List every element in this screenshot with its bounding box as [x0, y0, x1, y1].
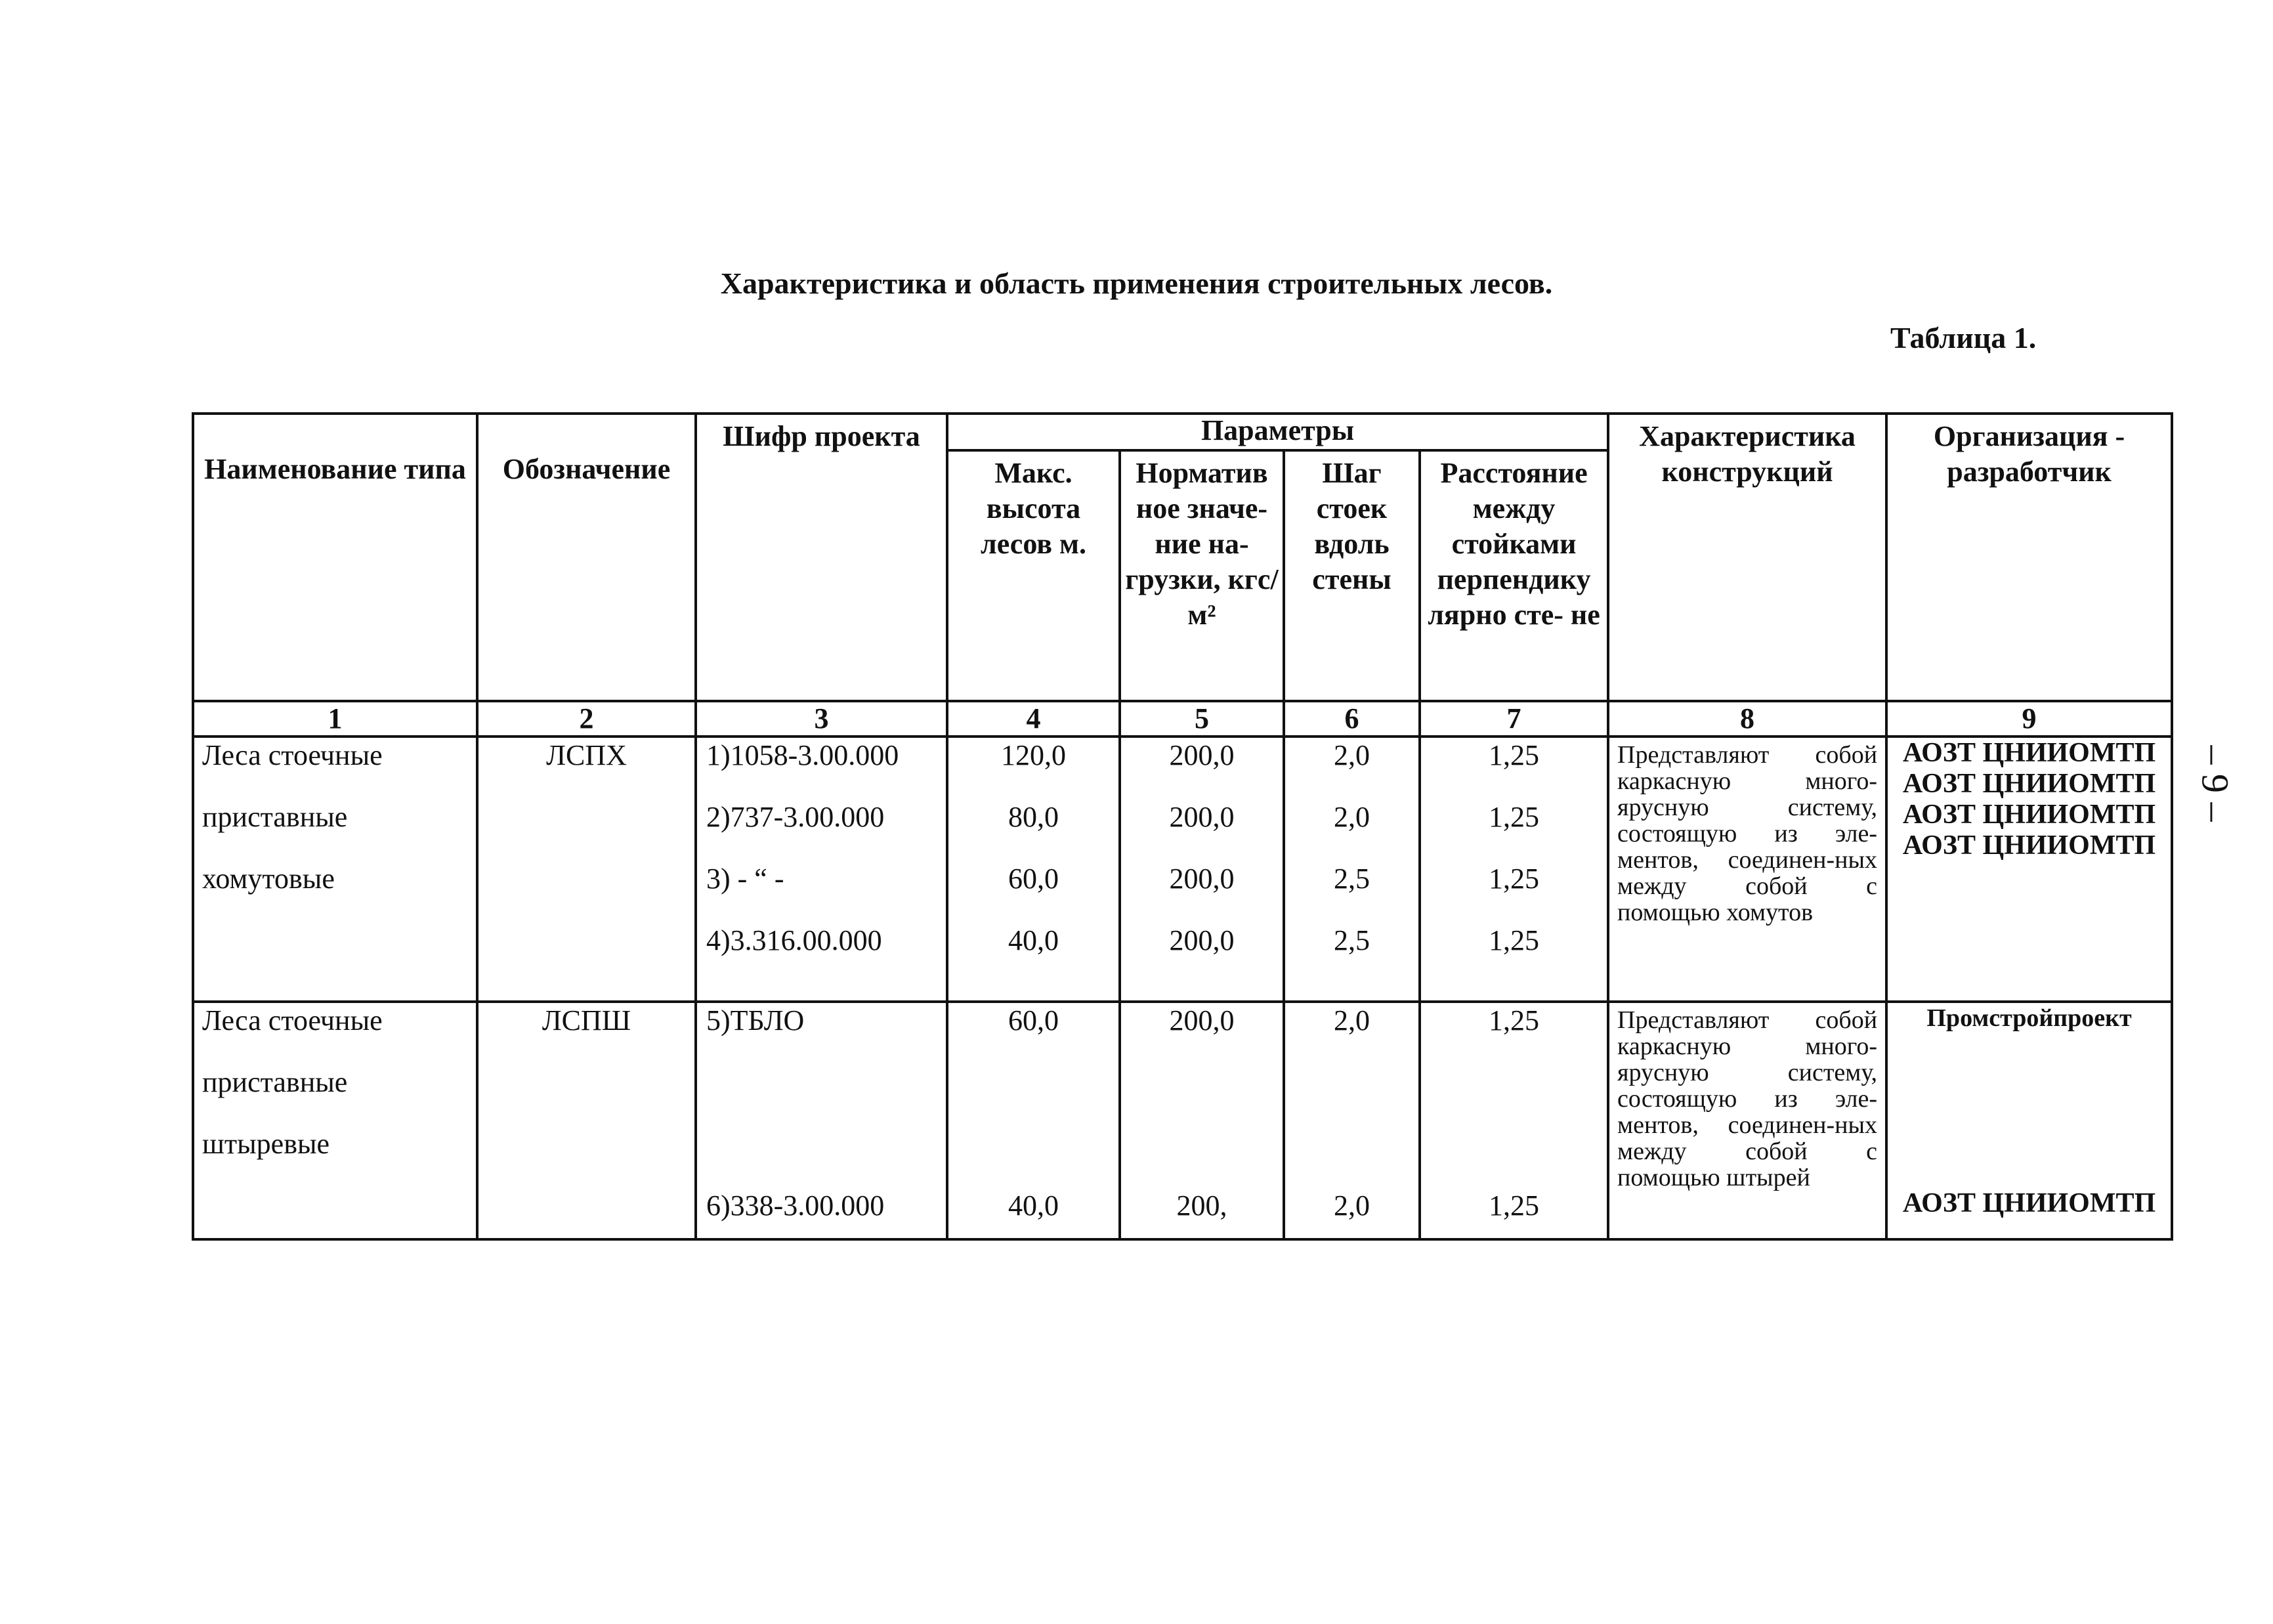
- construction-description: Представляют собой каркасную много-ярусную систему, состоящую из эле-ментов, соединен-ных между собой с помощью штырей: [1608, 1002, 1886, 1239]
- post-step-cell: [1284, 1002, 1420, 1239]
- developer-org: АОЗТ ЦНИИОМТП: [1902, 830, 2156, 861]
- post-step-value: 2,0: [1334, 1004, 1370, 1037]
- table-row: [193, 1002, 2172, 1239]
- type-name-line: Леса стоечные: [202, 1004, 383, 1037]
- header-post-distance: Расстояние между стойками перпендику лярно сте- не: [1420, 450, 1608, 701]
- column-number: 3: [696, 701, 947, 737]
- max-height-value: 40,0: [1008, 924, 1059, 956]
- header-max-height: Макс. высота лесов м.: [947, 450, 1120, 701]
- post-step-value: 2,5: [1334, 924, 1370, 956]
- scaffolding-table: [192, 412, 2173, 1241]
- load-cell: [1120, 737, 1284, 1002]
- project-code: 6)338-3.00.000: [706, 1189, 885, 1222]
- header-load: Норматив ное значе- ние на- грузки, кгс/м²: [1120, 450, 1284, 701]
- designation-cell: ЛСПШ: [477, 1002, 696, 1239]
- column-number: 2: [477, 701, 696, 737]
- load-cell: [1120, 1002, 1284, 1239]
- header-type-name: Наименование типа: [193, 414, 477, 701]
- project-code-cell: [696, 737, 947, 1002]
- column-number: 6: [1284, 701, 1420, 737]
- post-distance-value: 1,25: [1489, 1004, 1540, 1037]
- type-name-line: Леса стоечные: [202, 739, 383, 771]
- max-height-value: 40,0: [1008, 1189, 1059, 1222]
- load-value: 200,0: [1169, 801, 1235, 833]
- post-step-value: 2,5: [1334, 863, 1370, 895]
- post-step-value: 2,0: [1334, 1189, 1370, 1222]
- developer-org: Промстройпроект: [1926, 1004, 2132, 1033]
- max-height-value: 120,0: [1001, 739, 1066, 771]
- load-value: 200,0: [1169, 1004, 1235, 1037]
- post-distance-value: 1,25: [1489, 1189, 1540, 1222]
- project-code: 3) - “ -: [706, 863, 784, 895]
- table-row: [193, 737, 2172, 1002]
- post-distance-value: 1,25: [1489, 739, 1540, 771]
- type-name-line: приставные: [202, 801, 348, 833]
- post-distance-cell: [1420, 737, 1608, 1002]
- table-label: Таблица 1.: [1890, 321, 2037, 354]
- developer-org: АОЗТ ЦНИИОМТП: [1902, 800, 2156, 830]
- type-name-line: хомутовые: [202, 863, 335, 895]
- max-height-value: 60,0: [1008, 1004, 1059, 1037]
- project-code: 2)737-3.00.000: [706, 801, 885, 833]
- column-number: 8: [1608, 701, 1886, 737]
- column-number: 5: [1120, 701, 1284, 737]
- post-step-cell: [1284, 737, 1420, 1002]
- type-name-line: штыревые: [202, 1128, 330, 1161]
- header-developer: Организация - разработчик: [1886, 414, 2172, 701]
- max-height-cell: [947, 737, 1120, 1002]
- page-number: – 9 –: [2194, 745, 2237, 822]
- construction-description: Представляют собой каркасную много-ярусную систему, состоящую из эле-ментов, соединен-ных между собой с помощью хомутов: [1608, 737, 1886, 1002]
- post-step-value: 2,0: [1334, 739, 1370, 771]
- document-title: Характеристика и область применения строительных лесов.: [720, 267, 1553, 300]
- developer-org: АОЗТ ЦНИИОМТП: [1902, 769, 2156, 799]
- project-code: 1)1058-3.00.000: [706, 739, 899, 771]
- developer-org: АОЗТ ЦНИИОМТП: [1902, 738, 2156, 768]
- type-name-cell: [193, 1002, 477, 1239]
- header-parameters: Параметры: [947, 414, 1608, 450]
- column-number: 4: [947, 701, 1120, 737]
- post-distance-value: 1,25: [1489, 801, 1540, 833]
- post-distance-cell: [1420, 1002, 1608, 1239]
- post-step-value: 2,0: [1334, 801, 1370, 833]
- developer-cell: [1886, 737, 2172, 1002]
- type-name-line: приставные: [202, 1066, 348, 1099]
- header-project-code: Шифр проекта: [696, 414, 947, 701]
- max-height-value: 60,0: [1008, 863, 1059, 895]
- header-designation: Обозначение: [477, 414, 696, 701]
- load-value: 200,0: [1169, 739, 1235, 771]
- column-number: 9: [1886, 701, 2172, 737]
- post-distance-value: 1,25: [1489, 863, 1540, 895]
- designation-cell: ЛСПХ: [477, 737, 696, 1002]
- header-construction: Характеристика конструкций: [1608, 414, 1886, 701]
- project-code: 4)3.316.00.000: [706, 924, 882, 956]
- max-height-cell: [947, 1002, 1120, 1239]
- developer-org: АОЗТ ЦНИИОМТП: [1902, 1188, 2156, 1219]
- developer-cell: [1886, 1002, 2172, 1239]
- post-distance-value: 1,25: [1489, 924, 1540, 956]
- column-number: 1: [193, 701, 477, 737]
- type-name-cell: [193, 737, 477, 1002]
- load-value: 200,0: [1169, 924, 1235, 956]
- load-value: 200,0: [1169, 863, 1235, 895]
- header-post-step: Шаг стоек вдоль стены: [1284, 450, 1420, 701]
- project-code-cell: [696, 1002, 947, 1239]
- column-number: 7: [1420, 701, 1608, 737]
- project-code: 5)ТБЛО: [706, 1004, 805, 1037]
- load-value: 200,: [1176, 1189, 1227, 1222]
- max-height-value: 80,0: [1008, 801, 1059, 833]
